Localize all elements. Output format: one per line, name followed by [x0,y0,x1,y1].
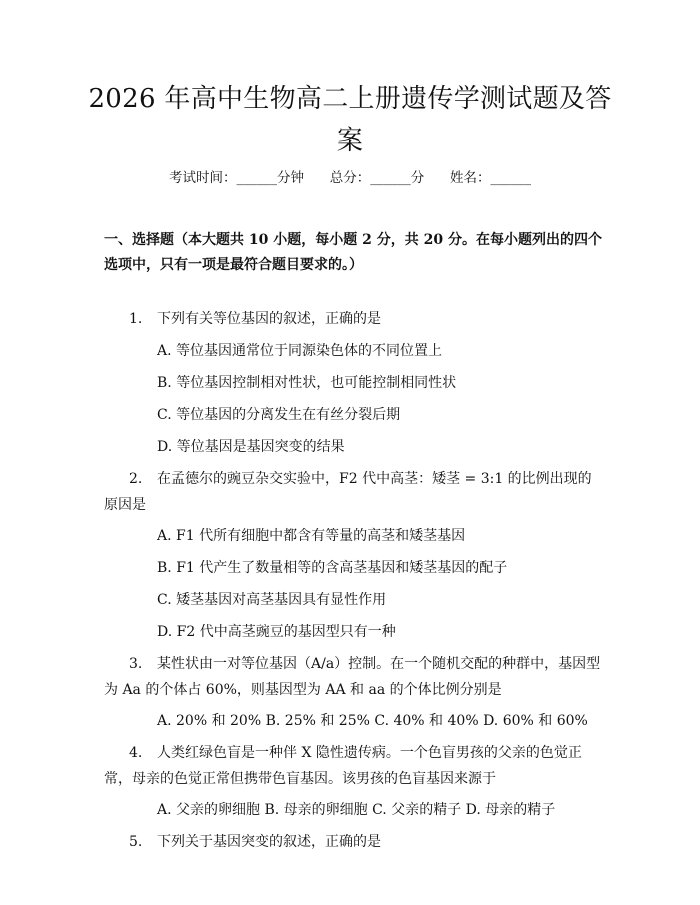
question-number: 3. [129,656,143,672]
question-4 [104,740,604,792]
question-3 [104,651,604,703]
question-2-option-c: C. 矮茎基因对高茎基因具有显性作用 [157,592,387,608]
question-number: 2. [129,471,143,487]
question-1-option-b: B. 等位基因控制相对性状，也可能控制相同性状 [157,375,457,391]
question-text: 下列关于基因突变的叙述，正确的是 [157,834,381,850]
question-number: 1. [129,311,143,327]
question-4-options: A. 父亲的卵细胞 B. 母亲的卵细胞 C. 父亲的精子 D. 母亲的精子 [157,802,556,818]
question-text: 下列有关等位基因的叙述，正确的是 [157,311,381,327]
question-2-option-d: D. F2 代中高茎豌豆的基因型只有一种 [157,624,396,640]
question-number: 5. [129,834,143,850]
question-1 [104,306,604,332]
section-heading: 一、选择题（本大题共 10 小题，每小题 2 分，共 20 分。在每小题列出的四个选项中，只有一项是最符合题目要求的。） [104,232,602,273]
question-text: 人类红绿色盲是一种伴 X 隐性遗传病。一个色盲男孩的父亲的色觉正常，母亲的色觉正常但携带色盲基因。该男孩的色盲基因来源于 [104,745,582,787]
exam-info-line: 考试时间：______分钟 总分：______分 姓名：______ [169,170,531,186]
document-title: 2026 年高中生物高二上册遗传学测试题及答案 [88,84,612,156]
question-text: 某性状由一对等位基因（A/a）控制。在一个随机交配的种群中，基因型为 Aa 的个体占 60%，则基因型为 AA 和 aa 的个体比例分别是 [104,656,601,698]
question-number: 4. [129,745,143,761]
question-2 [104,466,604,518]
question-5 [104,829,604,855]
question-text: 在孟德尔的豌豆杂交实验中，F2 代中高茎：矮茎 = 3:1 的比例出现的原因是 [104,471,592,513]
question-1-option-c: C. 等位基因的分离发生在有丝分裂后期 [157,407,401,423]
question-1-option-d: D. 等位基因是基因突变的结果 [157,439,345,455]
question-1-option-a: A. 等位基因通常位于同源染色体的不同位置上 [157,343,443,359]
question-2-option-b: B. F1 代产生了数量相等的含高茎基因和矮茎基因的配子 [157,560,508,576]
question-2-option-a: A. F1 代所有细胞中都含有等量的高茎和矮茎基因 [157,528,466,544]
question-3-options: A. 20% 和 20% B. 25% 和 25% C. 40% 和 40% D. 60% 和 60% [157,713,588,729]
